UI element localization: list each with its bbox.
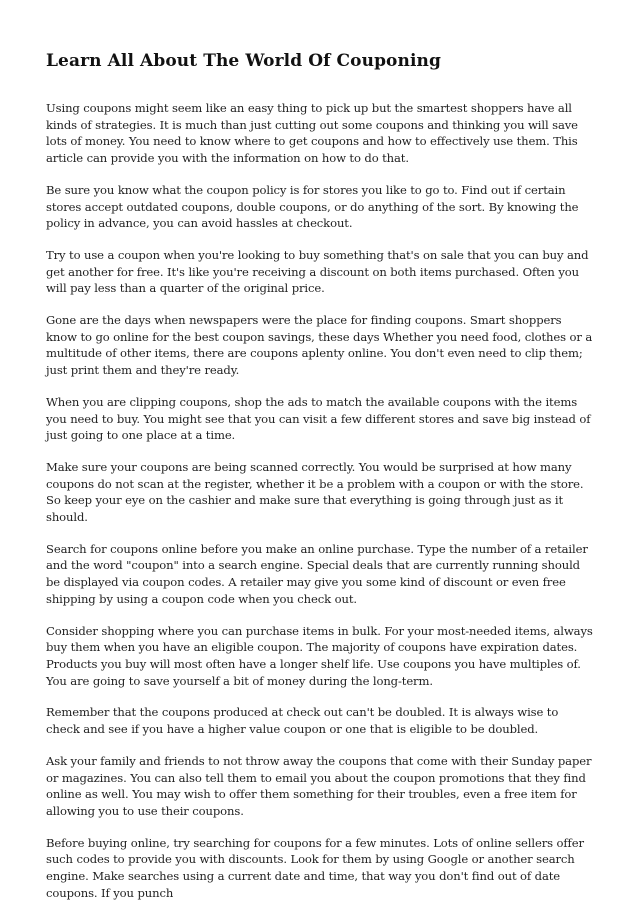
document-content [46,50,594,903]
paragraph-8: Consider shopping where you can purchase items in bulk. For your most-needed items, always buy them when you have an eligible coupon. The majority of coupons have expiration dates. Products you buy will most often have a longer shelf life. Use coupons you have multiples of. You are going to save yourself a bit of money during the long-term. [46,623,593,688]
paragraph-5: When you are clipping coupons, shop the ads to match the available coupons with the items you need to buy. You might see that you can visit a few different stores and save big instead of just going to one place at a time. [46,394,591,443]
paragraph-2: Be sure you know what the coupon policy is for stores you like to go to. Find out if certain stores accept outdated coupons, double coupons, or do anything of the sort. By knowing the policy in advance, you can avoid hassles at checkout. [46,182,579,231]
paragraph-6: Make sure your coupons are being scanned correctly. You would be surprised at how many coupons do not scan at the register, whether it be a problem with a coupon or with the store. So keep your eye on the cashier and make sure that everything is going through just as it should. [46,459,584,525]
paragraph-4: Gone are the days when newspapers were the place for finding coupons. Smart shoppers know to go online for the best coupon savings, these days Whether you need food, clothes or a multitude of other items, there are coupons aplenty online. You don't even need to clip them; just print them and they're ready. [46,313,593,378]
paragraph-9: Remember that the coupons produced at check out can't be doubled. It is always wise to check and see if you have a higher value coupon or one that is eligible to be doubled. [46,705,559,737]
article-body [46,100,594,901]
page-title: Learn All About The World Of Couponing [46,51,441,71]
paragraph-7: Search for coupons online before you make an online purchase. Type the number of a retailer and the word "coupon" into a search engine. Special deals that are currently running should be displayed via coupon codes. A retailer may give you some kind of discount or even free shipping by using a coupon code when you check out. [46,541,588,606]
paragraph-10: Ask your family and friends to not throw away the coupons that come with their Sunday paper or magazines. You can also tell them to email you about the coupon promotions that they find online as well. You may wish to offer them something for their troubles, even a free item for allowing you to use their coupons. [46,753,592,818]
paragraph-3: Try to use a coupon when you're looking to buy something that's on sale that you can buy and get another for free. It's like you're receiving a discount on both items purchased. Often you will pay less than a quarter of the original price. [46,247,589,296]
paragraph-1: Using coupons might seem like an easy thing to pick up but the smartest shoppers have all kinds of strategies. It is much than just cutting out some coupons and thinking you will save lots of money. You need to know where to get coupons and how to effectively use them. This article can provide you with the information on how to do that. [46,101,578,166]
paragraph-11: Before buying online, try searching for coupons for a few minutes. Lots of online sellers offer such codes to provide you with discounts. Look for them by using Google or another search engine. Make searches using a current date and time, that way you don't find out of date coupons. If you punch [46,835,584,900]
